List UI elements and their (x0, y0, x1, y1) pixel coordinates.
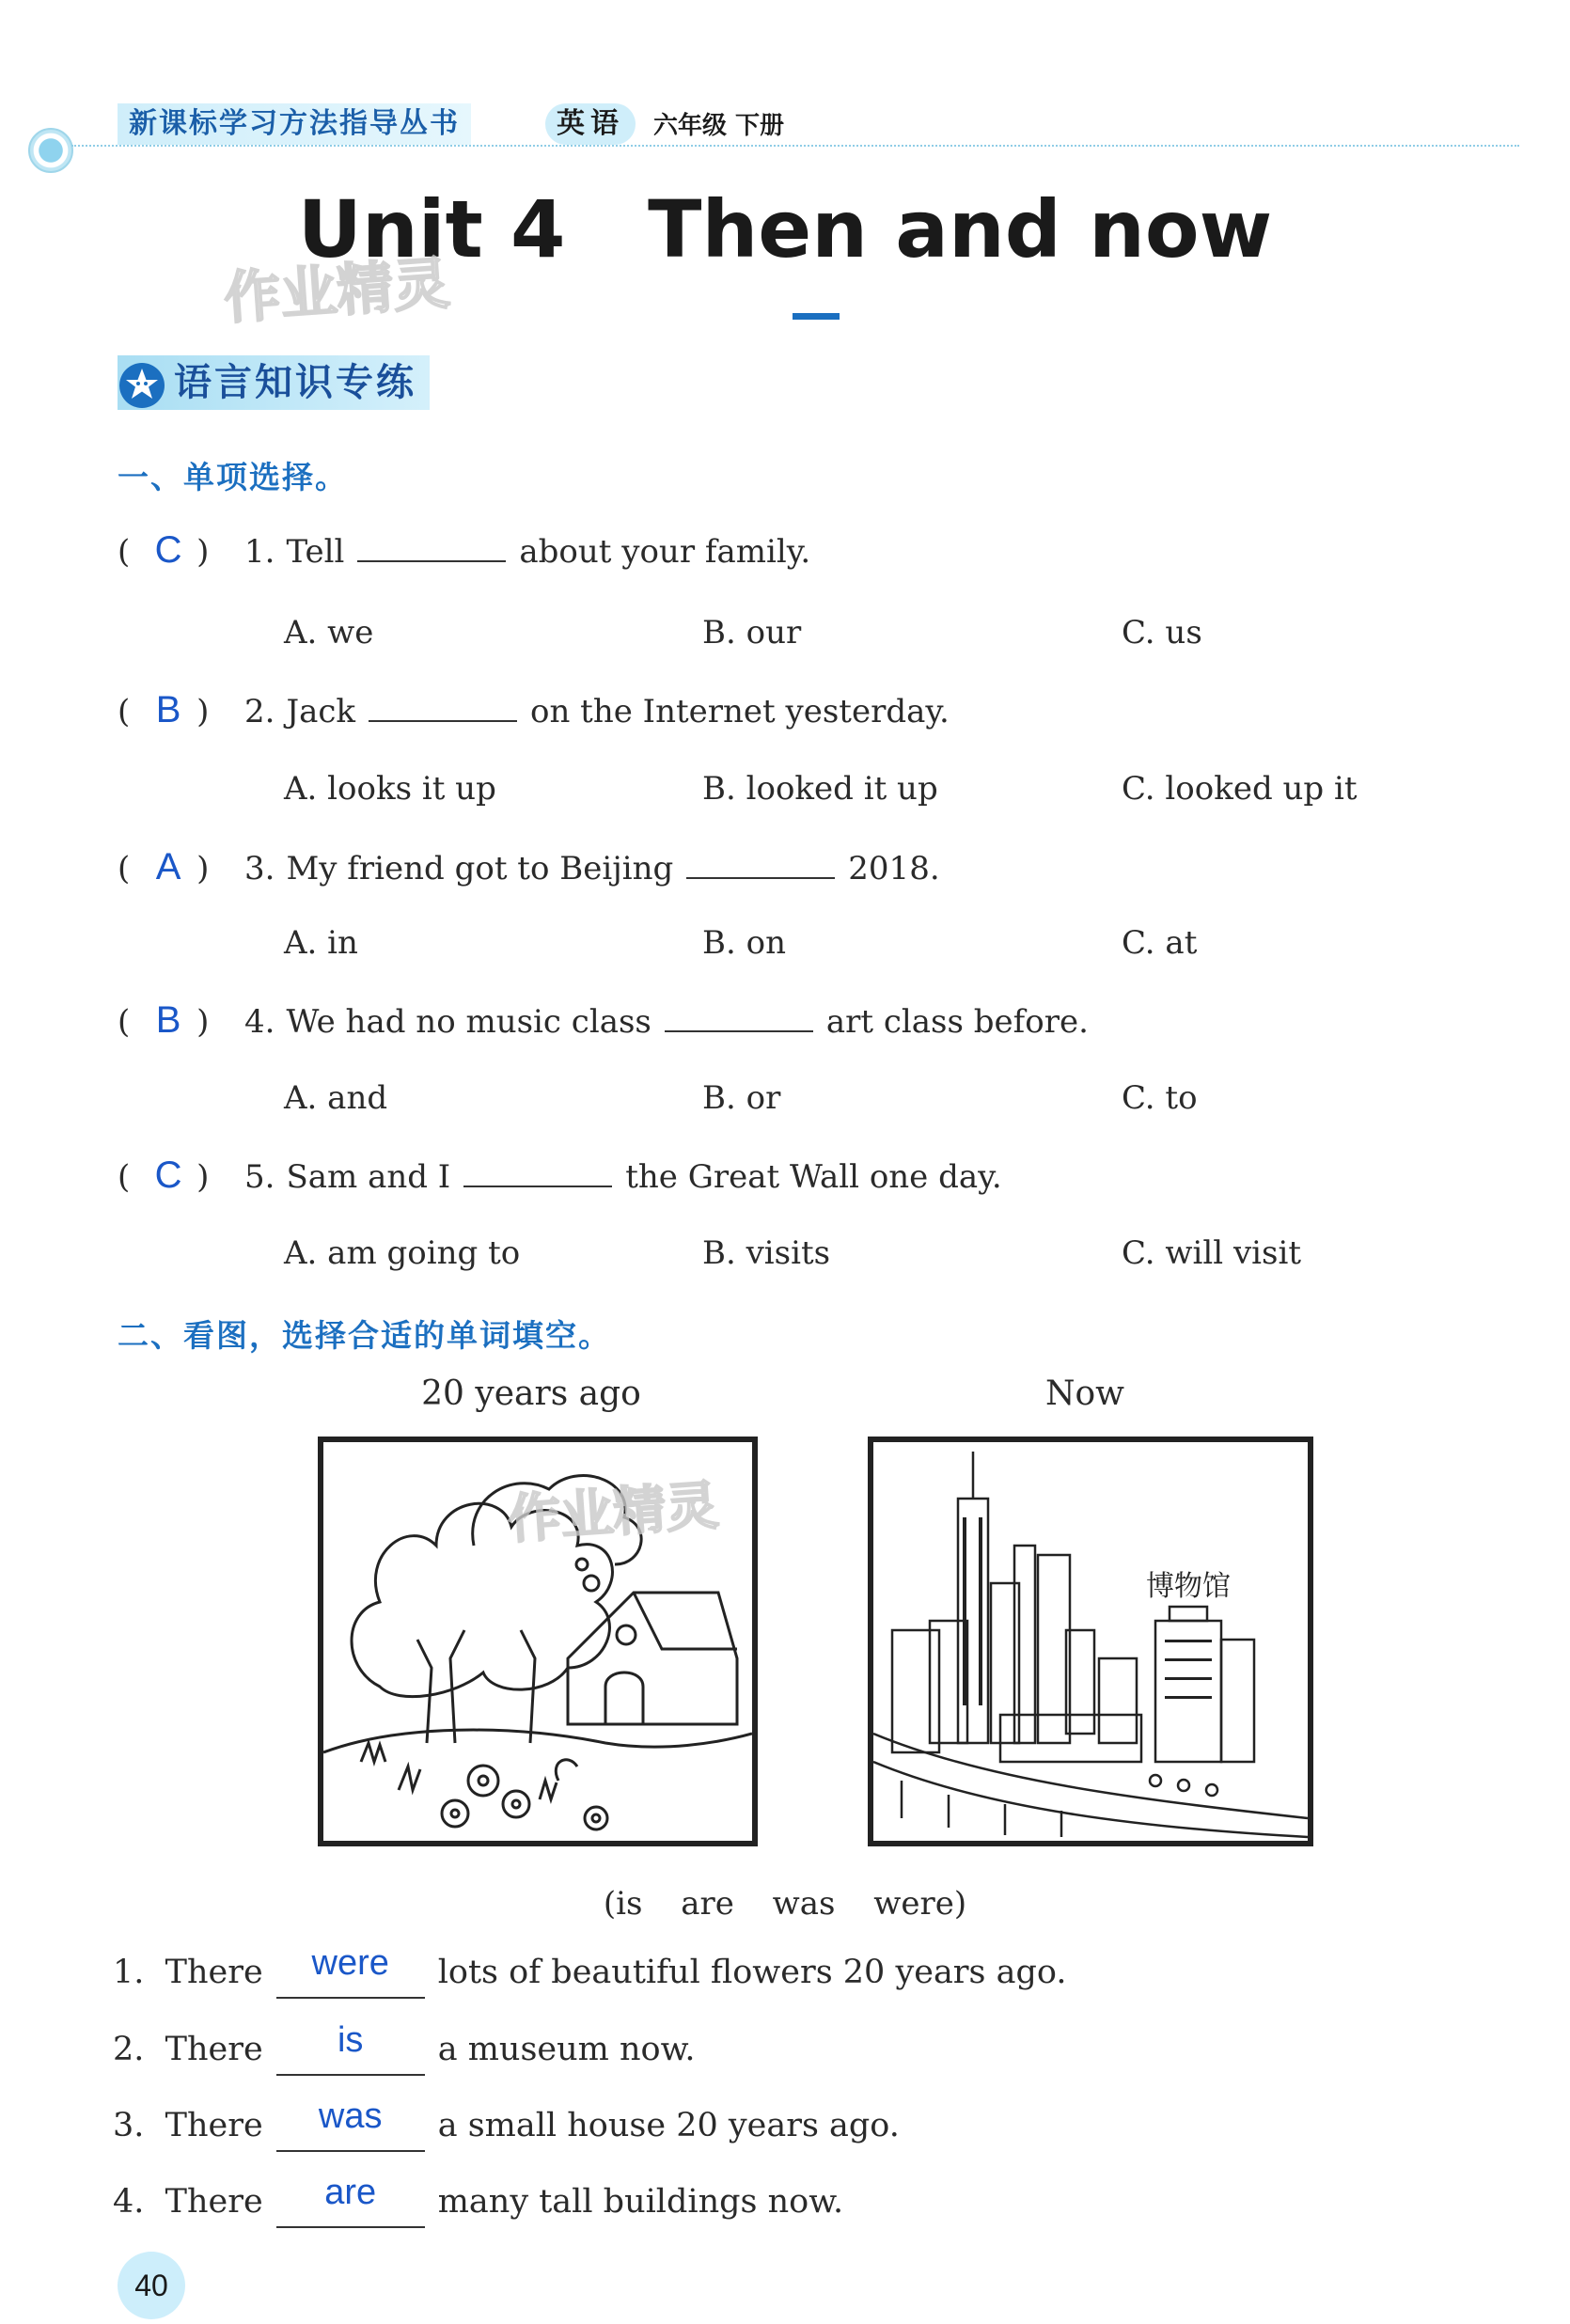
item-number: 2. (113, 2031, 145, 2068)
answer-mark: C (154, 1154, 182, 1196)
answer-blank[interactable] (665, 1004, 813, 1032)
question-number: 5. (244, 1158, 275, 1196)
city-illustration (873, 1442, 1308, 1841)
item-text: There (165, 2031, 263, 2068)
header-circle-icon (28, 128, 73, 173)
fill-blank[interactable] (276, 2173, 425, 2228)
option-c[interactable]: C. us (1122, 614, 1202, 652)
question-text: the Great Wall one day. (625, 1158, 1002, 1196)
question-text: Sam and I (286, 1158, 451, 1196)
question-row: ( C ) 1. Tell about your family. (118, 526, 810, 575)
option-c[interactable]: C. at (1122, 924, 1198, 962)
item-text: many tall buildings now. (437, 2183, 844, 2221)
answer-blank[interactable] (686, 851, 835, 879)
museum-label: 博物馆 (1146, 1570, 1231, 1603)
question-text: Tell (286, 533, 345, 571)
option-b[interactable]: B. our (702, 614, 802, 652)
option-b[interactable]: B. looked it up (702, 770, 938, 808)
question-text: We had no music class (286, 1003, 652, 1041)
item-text: There (165, 1954, 263, 1991)
item-text: There (165, 2107, 263, 2144)
word-bank: (is are was were) (603, 1885, 967, 1923)
question-text: art class before. (825, 1003, 1089, 1041)
item-number: 3. (113, 2107, 145, 2144)
caption-left: 20 years ago (421, 1374, 641, 1413)
fill-row (113, 1943, 1067, 1999)
book-series-title: 新课标学习方法指导丛书 (118, 103, 471, 145)
caption-right: Now (1045, 1374, 1124, 1413)
fill-blank[interactable] (276, 1943, 425, 1999)
question-row: ( B ) 4. We had no music class art class before. (118, 997, 1089, 1045)
answer-mark: B (155, 999, 181, 1041)
watermark: 作业精灵 (506, 1475, 721, 1551)
question-text: Jack (286, 693, 355, 730)
question-number: 4. (244, 1003, 275, 1041)
question-text: about your family. (519, 533, 811, 571)
answer-mark: B (155, 689, 181, 730)
fill-answer: are (324, 2173, 377, 2212)
section-banner: 语言知识专练 (118, 355, 430, 410)
option-b[interactable]: B. visits (702, 1234, 831, 1272)
fill-row (113, 2175, 843, 2228)
fill-answer: was (318, 2096, 383, 2136)
answer-blank[interactable] (463, 1159, 612, 1187)
item-number: 4. (113, 2183, 145, 2221)
question-row: ( C ) 5. Sam and I the Great Wall one day. (118, 1152, 1002, 1201)
fill-blank[interactable] (276, 2096, 425, 2152)
subject-label: 英语 (545, 103, 636, 145)
question-text: on the Internet yesterday. (530, 693, 950, 730)
question-text: My friend got to Beijing (286, 850, 674, 887)
item-text: lots of beautiful flowers 20 years ago. (437, 1954, 1067, 1991)
question-number: 1. (244, 533, 275, 571)
option-c[interactable]: C. will visit (1122, 1234, 1302, 1272)
grade-label: 六年级 下册 (653, 112, 785, 140)
option-a[interactable]: A. in (284, 924, 358, 962)
question-row: ( A ) 3. My friend got to Beijing 2018. (118, 843, 940, 892)
question-number: 2. (244, 693, 275, 730)
header-dotted-rule (71, 145, 1519, 147)
item-text: There (165, 2183, 263, 2221)
question-number: 3. (244, 850, 275, 887)
question-text: 2018. (848, 850, 940, 887)
fill-blank[interactable] (276, 2020, 425, 2076)
option-a[interactable]: A. am going to (284, 1234, 521, 1272)
item-number: 1. (113, 1954, 145, 1991)
star-icon (116, 357, 168, 410)
fill-row (113, 2020, 696, 2076)
item-text: a small house 20 years ago. (437, 2107, 900, 2144)
watermark: 作业精灵 (222, 250, 452, 333)
option-a[interactable]: A. looks it up (284, 770, 496, 808)
answer-mark: A (155, 846, 181, 887)
option-c[interactable]: C. to (1122, 1079, 1198, 1117)
fill-row (113, 2096, 900, 2152)
answer-mark: C (154, 529, 182, 571)
option-c[interactable]: C. looked up it (1122, 770, 1358, 808)
picture-now (868, 1437, 1313, 1846)
fill-answer: were (311, 1943, 389, 1983)
answer-blank[interactable] (357, 534, 506, 562)
option-b[interactable]: B. on (702, 924, 786, 962)
option-a[interactable]: A. we (284, 614, 374, 652)
part2-heading: 二、看图，选择合适的单词填空。 (118, 1317, 611, 1354)
answer-blank[interactable] (369, 694, 517, 722)
unit-title: Unit 4 Then and now (297, 183, 1273, 275)
title-underline-dash (793, 313, 840, 320)
page-number: 40 (118, 2252, 185, 2319)
part1-heading: 一、单项选择。 (118, 459, 348, 495)
option-b[interactable]: B. or (702, 1079, 781, 1117)
item-text: a museum now. (437, 2031, 696, 2068)
fill-answer: is (337, 2020, 364, 2060)
option-a[interactable]: A. and (284, 1079, 388, 1117)
question-row: ( B ) 2. Jack on the Internet yesterday. (118, 686, 950, 735)
